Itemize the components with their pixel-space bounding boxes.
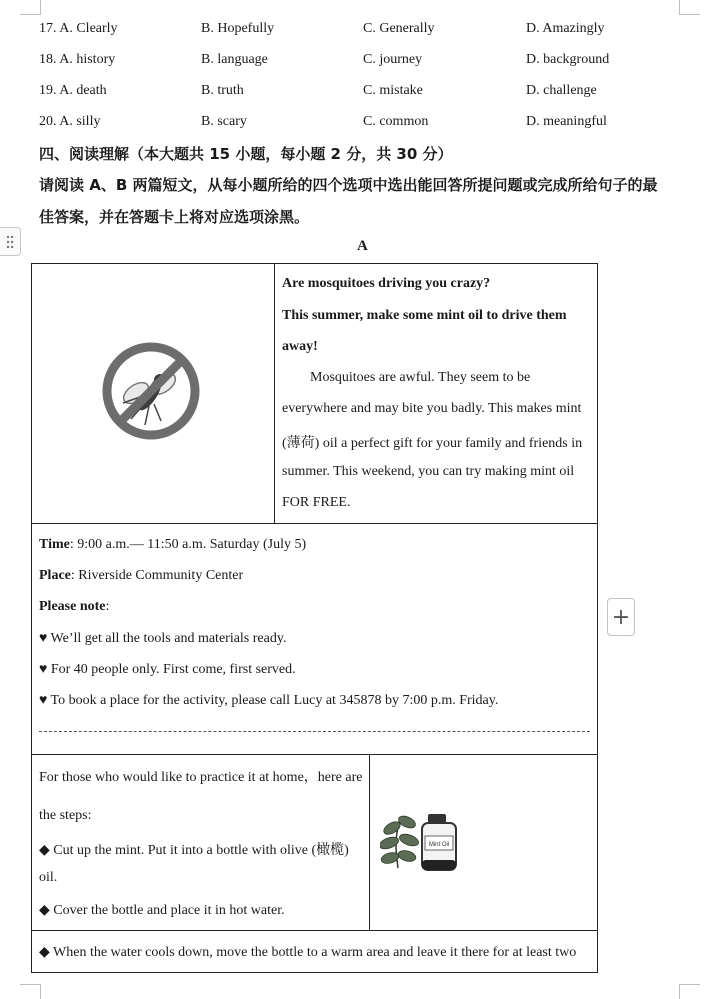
ad-body-line: Mosquitoes are awful. They seem to be [310, 370, 531, 385]
no-mosquito-icon [101, 341, 201, 441]
option-b: B. scary [201, 114, 247, 129]
option-c: C. common [363, 114, 429, 129]
note-item: ♥ For 40 people only. First come, first served. [39, 662, 296, 677]
mint-oil-image [380, 808, 462, 876]
note-colon: : [105, 599, 110, 614]
question-options-row [39, 114, 679, 134]
time-value: : 9:00 a.m.— 11:50 a.m. Saturday (July 5) [69, 537, 307, 552]
time-label: Time [39, 537, 70, 552]
option-a: 19. A. death [39, 83, 107, 98]
ad-body-line: summer. This weekend, you can try making mint oil [282, 464, 575, 479]
option-d: D. challenge [526, 83, 597, 98]
page-corner-mark [679, 0, 700, 15]
place-value: : Riverside Community Center [70, 568, 244, 583]
ad-subheadline: This summer, make some mint oil to drive them [282, 308, 567, 323]
place-label: Place [39, 568, 71, 583]
option-a: 18. A. history [39, 52, 116, 67]
steps-intro-cont: the steps: [39, 808, 92, 823]
section-title: 四、阅读理解（本大题共 15 小题，每小题 2 分，共 30 分） [39, 145, 453, 163]
ad-headline: Are mosquitoes driving you crazy? [282, 276, 491, 291]
option-a: 20. A. silly [39, 114, 101, 129]
ad-subheadline-cont: away! [282, 339, 318, 354]
plus-icon: + [611, 604, 631, 630]
steps-intro: For those who would like to practice it at home，here are [39, 770, 363, 785]
step-item: ◆ Cover the bottle and place it in hot water. [39, 903, 285, 918]
drag-handle[interactable] [0, 227, 21, 256]
step-item-cont: oil. [39, 870, 58, 885]
option-b: B. Hopefully [201, 21, 275, 36]
option-b: B. language [201, 52, 268, 67]
instruction-line: 请阅读 A、B 两篇短文，从每小题所给的四个选项中选出能回答所提问题或完成所给句子的最 [39, 176, 658, 194]
ad-body-line: FOR FREE. [282, 495, 351, 510]
step-item: ◆ When the water cools down, move the bottle to a warm area and leave it there for at least two [39, 945, 577, 960]
question-options-row [39, 52, 679, 72]
question-options-row [39, 21, 679, 41]
instruction-line: 佳答案，并在答题卡上将对应选项涂黑。 [39, 208, 310, 226]
option-c: C. Generally [363, 21, 435, 36]
option-c: C. journey [363, 52, 423, 67]
bottle-label: Mint Oil [428, 842, 450, 848]
page-corner-mark [20, 984, 41, 999]
option-b: B. truth [201, 83, 244, 98]
ad-body-line: (薄荷) oil a perfect gift for your family and friends in [282, 436, 583, 451]
note-heading [39, 599, 109, 615]
option-c: C. mistake [363, 83, 423, 98]
note-item: ♥ To book a place for the activity, please call Lucy at 345878 by 7:00 p.m. Friday. [39, 693, 499, 708]
page-corner-mark [679, 984, 700, 999]
ad-body-line: everywhere and may bite you badly. This makes mint [282, 401, 582, 416]
note-label: Please note [39, 599, 106, 614]
dashed-separator [39, 731, 590, 732]
page-corner-mark [20, 0, 41, 15]
grip-icon [6, 235, 14, 249]
divider [369, 754, 370, 931]
question-options-row [39, 83, 679, 103]
option-d: D. meaningful [526, 114, 607, 129]
divider [274, 263, 275, 524]
time-line [39, 537, 306, 553]
note-item: ♥ We’ll get all the tools and materials ready. [39, 631, 287, 646]
option-d: D. background [526, 52, 610, 67]
option-a: 17. A. Clearly [39, 21, 118, 36]
option-d: D. Amazingly [526, 21, 605, 36]
step-item: ◆ Cut up the mint. Put it into a bottle with olive (橄榄) [39, 843, 349, 858]
place-line [39, 568, 243, 584]
add-button[interactable] [607, 598, 635, 636]
passage-label: A [357, 238, 368, 254]
